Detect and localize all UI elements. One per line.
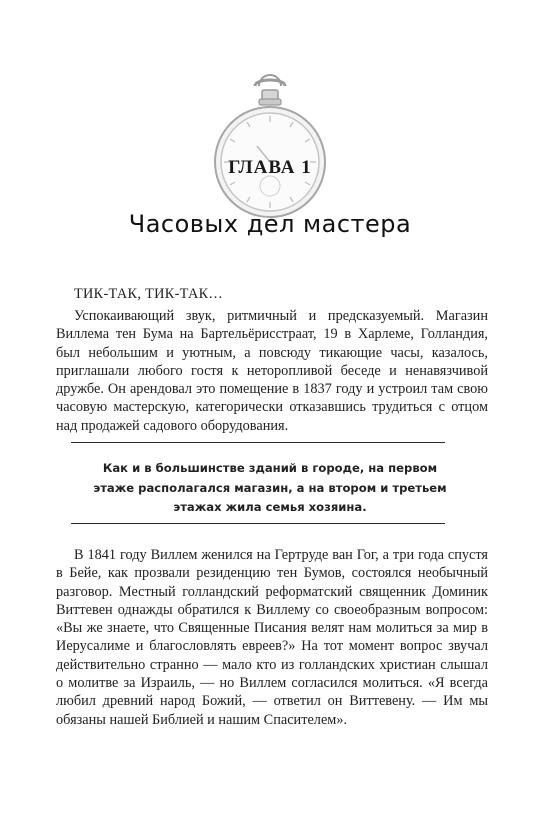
chapter-label: ГЛАВА 1 bbox=[228, 157, 312, 178]
paragraph-1-block bbox=[56, 307, 488, 435]
pocket-watch-icon bbox=[205, 72, 335, 222]
paragraph-2: В 1841 году Виллем женился на Гертруде ван Гог, а три года спустя в Бейе, как прозвали резиденцию тен Бумов, состоялся необычный разговор. Местный голландский реформатский священник Доминик Виттевен однажды обратился к Виллему со своеобразным вопросом: «Вы же знаете, что Священные Писания велят нам молиться за мир в Иерусалиме и благословлять евреев?» На тот момент вопрос звучал действительно странно — мало кто из голландских христиан слышал о молитве за Израиль, — но Виллем согласился молиться. «Я всегда любил древний народ Божий, — ответил он Виттевену. — Им мы обязаны нашей Библией и нашим Спасителем». bbox=[56, 547, 488, 728]
callout-text: Как и в большинстве зданий в городе, на первом этаже располагался магазин, а на втором и третьем этажах жила семья хозяина. bbox=[93, 461, 447, 514]
paragraph-1: Успокаивающий звук, ритмичный и предсказуемый. Магазин Виллема тен Бума на Бартельёрисстраат, 19 в Харлеме, Голландия, был небольшим и уютным, а повсюду тикающие часы, казалось, приглашали любого гостя к неторопливой беседе и ненавязчивой дружбе. Он арендовал это помещение в 1837 году и устроил там свою часовую мастерскую, категорически отказавшись трудиться с отцом над продажей садового оборудования. bbox=[56, 308, 488, 434]
chapter-title: Часовых дел мастера bbox=[128, 210, 412, 238]
callout-bottom-rule bbox=[71, 523, 445, 524]
lead-phrase: ТИК-ТАК, ТИК-ТАК… bbox=[74, 286, 224, 302]
paragraph-2-block bbox=[56, 546, 488, 729]
callout-top-rule bbox=[71, 442, 445, 443]
